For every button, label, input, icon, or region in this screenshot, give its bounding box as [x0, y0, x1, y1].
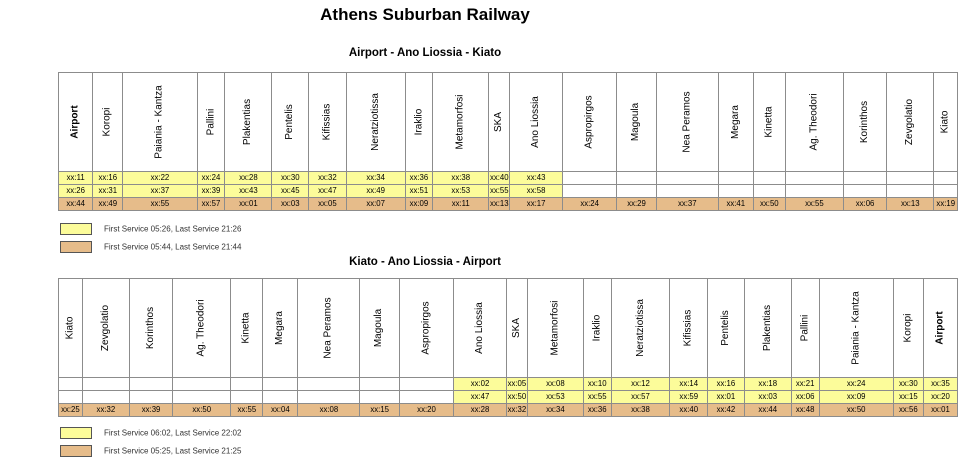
departure-time-cell: xx:55 — [583, 391, 611, 404]
departure-time-cell — [59, 378, 83, 391]
station-name: Pallini — [799, 314, 811, 342]
departure-time-cell: xx:12 — [611, 378, 670, 391]
departure-time-cell: xx:36 — [405, 172, 433, 185]
departure-time-cell: xx:53 — [527, 391, 583, 404]
departure-time-cell: xx:07 — [346, 198, 405, 211]
departure-time-cell: xx:30 — [272, 172, 309, 185]
departure-time-cell: xx:36 — [583, 404, 611, 417]
station-header — [785, 73, 843, 172]
station-name: Kifissias — [321, 103, 333, 141]
departure-time-cell — [562, 172, 616, 185]
departure-time-cell — [82, 391, 129, 404]
departure-time-cell: xx:26 — [59, 185, 93, 198]
timetable-2-title: Kiato - Ano Liossia - Airport — [349, 256, 501, 268]
departure-time-cell: xx:05 — [309, 198, 347, 211]
departure-time-cell — [718, 172, 753, 185]
departure-time-cell — [656, 172, 718, 185]
station-name: Magoula — [630, 102, 642, 142]
departure-time-cell: xx:40 — [670, 404, 708, 417]
station-name: Plakentias — [761, 304, 773, 352]
station-header — [708, 279, 745, 378]
timetable-airport-kiato — [58, 72, 958, 211]
timetable-row — [59, 172, 958, 185]
station-header — [843, 73, 886, 172]
station-header — [298, 279, 360, 378]
station-header — [454, 279, 507, 378]
departure-time-cell: xx:24 — [562, 198, 616, 211]
legend-text: First Service 06:02, Last Service 22:02 — [104, 428, 242, 438]
station-name: Ano Liossia — [474, 302, 486, 354]
legend-text: First Service 05:26, Last Service 21:26 — [104, 224, 242, 234]
station-name: Neratziotissa — [369, 93, 381, 151]
station-name: Megara — [274, 311, 286, 345]
departure-time-cell: xx:32 — [82, 404, 129, 417]
departure-time-cell: xx:16 — [708, 378, 745, 391]
station-name: Iraklio — [412, 108, 424, 136]
legend-swatch — [60, 427, 92, 439]
departure-time-cell: xx:49 — [93, 198, 123, 211]
departure-time-cell: xx:04 — [263, 404, 298, 417]
legend-timetable-2 — [60, 427, 241, 463]
station-name: Airport — [934, 311, 946, 345]
departure-time-cell — [617, 172, 656, 185]
station-header — [225, 73, 272, 172]
departure-time-cell: xx:30 — [893, 378, 923, 391]
departure-time-cell: xx:20 — [399, 404, 453, 417]
station-name: Ano Liossia — [530, 96, 542, 148]
departure-time-cell: xx:56 — [893, 404, 923, 417]
station-name: Zevgolatio — [99, 304, 111, 352]
departure-time-cell: xx:35 — [923, 378, 957, 391]
departure-time-cell: xx:01 — [225, 198, 272, 211]
station-header — [272, 73, 309, 172]
station-name: Magoula — [373, 308, 385, 348]
departure-time-cell — [753, 185, 785, 198]
station-header — [93, 73, 123, 172]
station-name: SKA — [493, 111, 505, 133]
station-name: Korinthos — [859, 100, 871, 144]
departure-time-cell — [173, 378, 231, 391]
station-header-row — [59, 73, 958, 172]
station-header — [173, 279, 231, 378]
station-header — [791, 279, 819, 378]
timetable-kiato-airport — [58, 278, 958, 417]
departure-time-cell: xx:55 — [785, 198, 843, 211]
station-name: Nea Peramos — [681, 91, 693, 153]
departure-time-cell: xx:29 — [617, 198, 656, 211]
station-header — [433, 73, 489, 172]
timetable-row — [59, 198, 958, 211]
departure-time-cell: xx:08 — [298, 404, 360, 417]
station-name: Pentelis — [719, 310, 731, 346]
departure-time-cell — [753, 172, 785, 185]
station-name: Ag. Theodori — [195, 299, 207, 357]
legend-text: First Service 05:44, Last Service 21:44 — [104, 242, 242, 252]
departure-time-cell — [298, 378, 360, 391]
departure-time-cell: xx:37 — [123, 185, 197, 198]
station-header — [360, 279, 399, 378]
legend-text: First Service 05:25, Last Service 21:25 — [104, 446, 242, 456]
station-name: Pentelis — [284, 104, 296, 140]
station-header — [82, 279, 129, 378]
departure-time-cell: xx:09 — [819, 391, 893, 404]
timetable-row — [59, 378, 958, 391]
station-header — [744, 279, 791, 378]
station-header — [263, 279, 298, 378]
departure-time-cell: xx:38 — [433, 172, 489, 185]
station-header — [753, 73, 785, 172]
station-header — [887, 73, 934, 172]
departure-time-cell — [263, 391, 298, 404]
station-header — [510, 73, 563, 172]
station-name: Zevgolatio — [904, 98, 916, 146]
station-header — [562, 73, 616, 172]
departure-time-cell — [399, 378, 453, 391]
legend-swatch — [60, 445, 92, 457]
departure-time-cell — [129, 391, 172, 404]
station-header — [129, 279, 172, 378]
station-header — [923, 279, 957, 378]
legend-swatch — [60, 223, 92, 235]
departure-time-cell: xx:21 — [791, 378, 819, 391]
departure-time-cell: xx:50 — [506, 391, 527, 404]
station-header — [399, 279, 453, 378]
departure-time-cell — [843, 185, 886, 198]
departure-time-cell — [360, 378, 399, 391]
departure-time-cell: xx:01 — [923, 404, 957, 417]
departure-time-cell: xx:34 — [346, 172, 405, 185]
departure-time-cell: xx:03 — [744, 391, 791, 404]
departure-time-cell: xx:43 — [510, 172, 563, 185]
departure-time-cell: xx:57 — [611, 391, 670, 404]
station-name: Paiania - Kantza — [850, 291, 862, 365]
station-header — [819, 279, 893, 378]
departure-time-cell: xx:15 — [360, 404, 399, 417]
departure-time-cell: xx:44 — [744, 404, 791, 417]
departure-time-cell: xx:50 — [819, 404, 893, 417]
legend-item — [60, 223, 241, 235]
departure-time-cell — [263, 378, 298, 391]
station-header — [309, 73, 347, 172]
timetable-row — [59, 391, 958, 404]
station-name: Metamorfosi — [549, 300, 561, 356]
departure-time-cell: xx:19 — [934, 198, 958, 211]
departure-time-cell: xx:10 — [583, 378, 611, 391]
station-header — [611, 279, 670, 378]
station-name: Plakentias — [242, 98, 254, 146]
timetable-row — [59, 404, 958, 417]
station-name: Ag. Theodori — [808, 93, 820, 151]
departure-time-cell: xx:51 — [405, 185, 433, 198]
departure-time-cell — [231, 378, 263, 391]
departure-time-cell: xx:49 — [346, 185, 405, 198]
departure-time-cell: xx:20 — [923, 391, 957, 404]
station-header — [346, 73, 405, 172]
departure-time-cell: xx:55 — [489, 185, 510, 198]
station-name: Airport — [69, 105, 81, 139]
station-name: Kinetta — [763, 106, 775, 138]
station-name: Kiato — [939, 110, 951, 134]
departure-time-cell: xx:15 — [893, 391, 923, 404]
legend-swatch — [60, 241, 92, 253]
departure-time-cell — [617, 185, 656, 198]
station-name: Korinthos — [145, 306, 157, 350]
departure-time-cell: xx:42 — [708, 404, 745, 417]
station-name: Kifissias — [682, 309, 694, 347]
departure-time-cell: xx:01 — [708, 391, 745, 404]
station-header — [583, 279, 611, 378]
departure-time-cell: xx:02 — [454, 378, 507, 391]
departure-time-cell: xx:41 — [718, 198, 753, 211]
departure-time-cell — [785, 185, 843, 198]
departure-time-cell: xx:11 — [59, 172, 93, 185]
departure-time-cell — [399, 391, 453, 404]
station-header — [506, 279, 527, 378]
departure-time-cell: xx:32 — [309, 172, 347, 185]
departure-time-cell: xx:47 — [454, 391, 507, 404]
departure-time-cell: xx:13 — [887, 198, 934, 211]
departure-time-cell: xx:03 — [272, 198, 309, 211]
departure-time-cell: xx:18 — [744, 378, 791, 391]
legend-timetable-1 — [60, 223, 241, 259]
station-name: Iraklio — [591, 314, 603, 342]
station-header — [197, 73, 225, 172]
departure-time-cell — [934, 172, 958, 185]
departure-time-cell: xx:16 — [93, 172, 123, 185]
departure-time-cell: xx:31 — [93, 185, 123, 198]
departure-time-cell: xx:09 — [405, 198, 433, 211]
departure-time-cell: xx:25 — [59, 404, 83, 417]
station-name: Aspropirgos — [420, 301, 432, 355]
departure-time-cell: xx:45 — [272, 185, 309, 198]
station-name: Koropi — [902, 313, 914, 343]
departure-time-cell: xx:55 — [231, 404, 263, 417]
departure-time-cell: xx:50 — [753, 198, 785, 211]
station-header — [231, 279, 263, 378]
departure-time-cell: xx:38 — [611, 404, 670, 417]
station-name: Kiato — [64, 316, 76, 340]
departure-time-cell — [59, 391, 83, 404]
departure-time-cell: xx:06 — [791, 391, 819, 404]
departure-time-cell — [934, 185, 958, 198]
departure-time-cell: xx:53 — [433, 185, 489, 198]
departure-time-cell: xx:22 — [123, 172, 197, 185]
departure-time-cell: xx:48 — [791, 404, 819, 417]
station-name: Neratziotissa — [634, 299, 646, 357]
station-header — [527, 279, 583, 378]
departure-time-cell: xx:58 — [510, 185, 563, 198]
departure-time-cell: xx:28 — [454, 404, 507, 417]
page-title: Athens Suburban Railway — [320, 5, 530, 24]
departure-time-cell: xx:37 — [656, 198, 718, 211]
station-header — [59, 279, 83, 378]
departure-time-cell — [173, 391, 231, 404]
station-name: Megara — [729, 105, 741, 139]
departure-time-cell: xx:59 — [670, 391, 708, 404]
departure-time-cell — [231, 391, 263, 404]
station-name: Metamorfosi — [454, 94, 466, 150]
departure-time-cell — [562, 185, 616, 198]
station-header — [656, 73, 718, 172]
departure-time-cell: xx:05 — [506, 378, 527, 391]
departure-time-cell — [887, 185, 934, 198]
station-header — [934, 73, 958, 172]
station-header — [617, 73, 656, 172]
departure-time-cell — [82, 378, 129, 391]
departure-time-cell: xx:32 — [506, 404, 527, 417]
station-header — [405, 73, 433, 172]
station-name: Nea Peramos — [322, 297, 334, 359]
departure-time-cell: xx:11 — [433, 198, 489, 211]
departure-time-cell: xx:06 — [843, 198, 886, 211]
departure-time-cell — [360, 391, 399, 404]
station-name: Pallini — [204, 108, 216, 136]
departure-time-cell — [298, 391, 360, 404]
departure-time-cell — [718, 185, 753, 198]
departure-time-cell: xx:55 — [123, 198, 197, 211]
legend-item — [60, 427, 241, 439]
station-header — [670, 279, 708, 378]
timetable-1-title: Airport - Ano Liossia - Kiato — [348, 47, 502, 59]
departure-time-cell — [129, 378, 172, 391]
departure-time-cell: xx:47 — [309, 185, 347, 198]
departure-time-cell: xx:50 — [173, 404, 231, 417]
departure-time-cell: xx:24 — [819, 378, 893, 391]
station-name: Paiania - Kantza — [153, 85, 165, 159]
departure-time-cell: xx:17 — [510, 198, 563, 211]
departure-time-cell: xx:57 — [197, 198, 225, 211]
departure-time-cell — [843, 172, 886, 185]
timetable-row — [59, 185, 958, 198]
departure-time-cell: xx:14 — [670, 378, 708, 391]
departure-time-cell: xx:28 — [225, 172, 272, 185]
departure-time-cell: xx:44 — [59, 198, 93, 211]
station-name: Kinetta — [240, 312, 252, 344]
departure-time-cell — [785, 172, 843, 185]
station-name: Koropi — [101, 107, 113, 137]
station-header — [893, 279, 923, 378]
departure-time-cell: xx:39 — [197, 185, 225, 198]
departure-time-cell: xx:08 — [527, 378, 583, 391]
station-name: SKA — [510, 317, 522, 339]
station-header — [718, 73, 753, 172]
departure-time-cell — [887, 172, 934, 185]
departure-time-cell: xx:40 — [489, 172, 510, 185]
station-name: Aspropirgos — [583, 95, 595, 149]
station-header-row — [59, 279, 958, 378]
departure-time-cell — [656, 185, 718, 198]
departure-time-cell: xx:34 — [527, 404, 583, 417]
departure-time-cell: xx:24 — [197, 172, 225, 185]
departure-time-cell: xx:39 — [129, 404, 172, 417]
station-header — [59, 73, 93, 172]
station-header — [123, 73, 197, 172]
departure-time-cell: xx:13 — [489, 198, 510, 211]
station-header — [489, 73, 510, 172]
legend-item — [60, 445, 241, 457]
legend-item — [60, 241, 241, 253]
departure-time-cell: xx:43 — [225, 185, 272, 198]
